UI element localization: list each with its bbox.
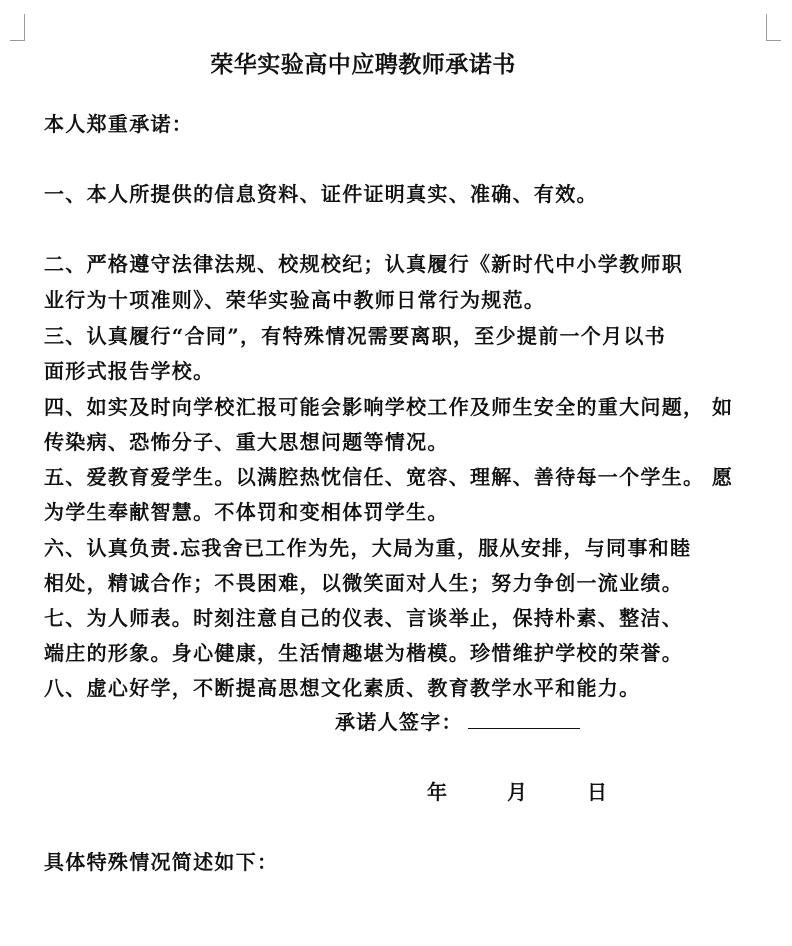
clause-8: 八、虚心好学，不断提高思想文化素质、教育教学水平和能力。 — [44, 676, 641, 700]
clause-4-line-2: 传染病、恐怖分子、重大思想问题等情况。 — [44, 430, 449, 454]
clause-5-line-1: 五、爱教育爱学生。以满腔热忱信任、宽容、理解、善待每一个学生。 — [44, 465, 705, 489]
date-month: 月 — [507, 780, 527, 804]
special-situation-label: 具体特殊情况简述如下： — [44, 850, 279, 874]
intro-text: 本人郑重承诺： — [44, 112, 194, 136]
crop-mark-top-left — [10, 14, 25, 41]
clause-6-line-1: 六、认真负责.忘我舍已工作为先，大局为重，服从安排，与同事和睦 — [44, 536, 692, 560]
date-day: 日 — [587, 780, 607, 804]
clause-4-word-ru: 如 — [712, 395, 732, 419]
clause-2-line-2: 业行为十项准则》、荣华实验高中教师日常行为规范。 — [44, 288, 546, 312]
clause-7-line-2: 端庄的形象。身心健康，生活情趣堪为楷模。珍惜维护学校的荣誉。 — [44, 641, 683, 665]
clause-6-line-2: 相处，精诚合作；不畏困难，以微笑面对人生；努力争创一流业绩。 — [44, 571, 683, 595]
clause-3-line-1: 三、认真履行“合同”，有特殊情况需要离职，至少提前一个月以书 — [44, 324, 667, 348]
clause-4-line-1: 四、如实及时向学校汇报可能会影响学校工作及师生安全的重大问题， — [44, 395, 705, 419]
signature-label: 承诺人签字： — [335, 710, 463, 734]
clause-7-line-1: 七、为人师表。时刻注意自己的仪表、言谈举止，保持朴素、整洁、 — [44, 606, 683, 630]
signature-line — [468, 728, 580, 729]
document-title: 荣华实验高中应聘教师承诺书 — [210, 51, 516, 78]
clause-2-line-1: 二、严格遵守法律法规、校规校纪；认真履行《新时代中小学教师职 — [44, 252, 683, 276]
crop-mark-top-right — [766, 14, 781, 41]
clause-3-line-2: 面形式报告学校。 — [44, 359, 215, 383]
clause-1: 一、本人所提供的信息资料、证件证明真实、准确、有效。 — [44, 182, 598, 206]
date-year: 年 — [427, 780, 447, 804]
clause-5-word-yuan: 愿 — [712, 465, 732, 489]
clause-5-line-2: 为学生奉献智慧。不体罚和变相体罚学生。 — [44, 500, 449, 524]
